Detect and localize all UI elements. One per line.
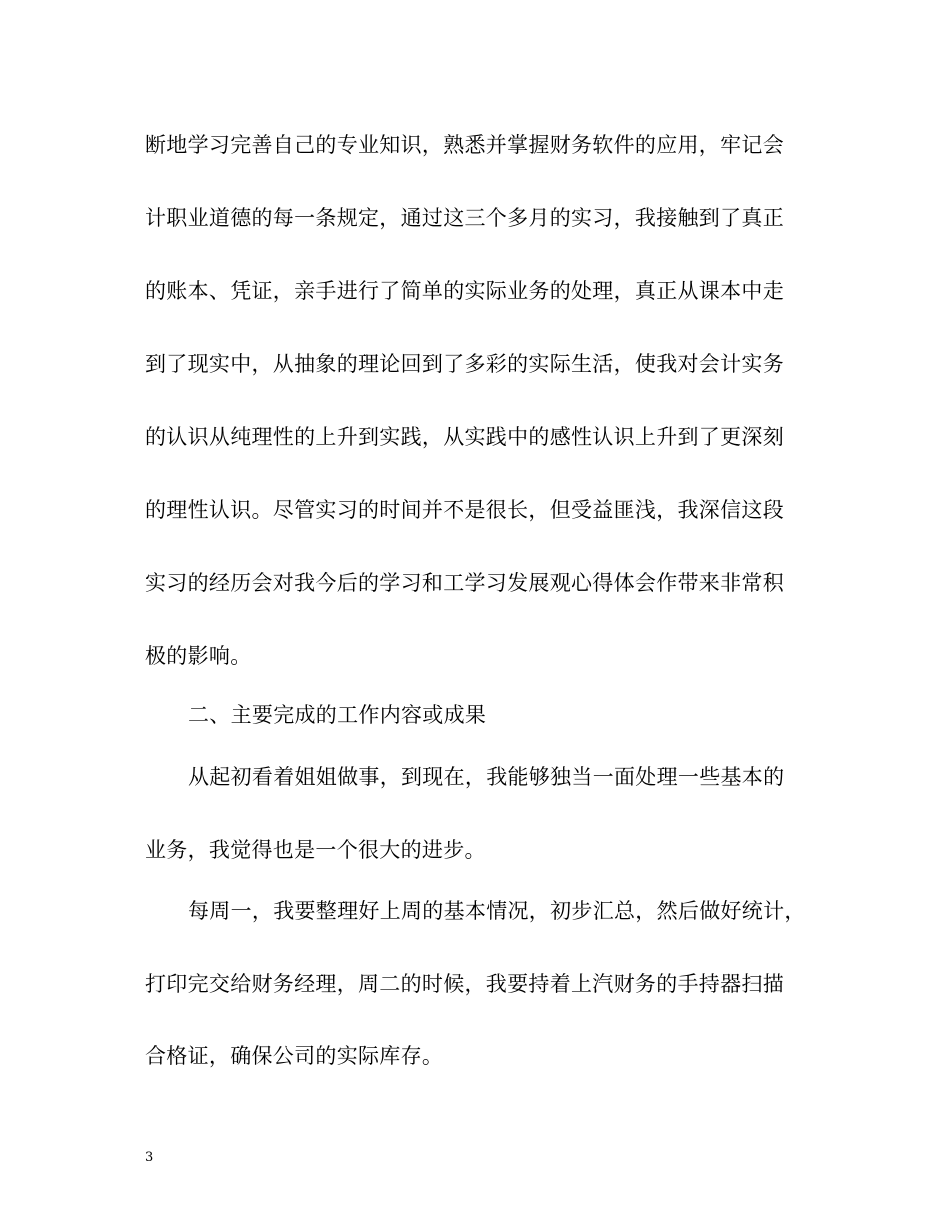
paragraph-line: 极的影响。: [145, 644, 252, 668]
paragraph-line: 业务，我觉得也是一个很大的进步。: [145, 838, 486, 862]
paragraph-line: 打印完交给财务经理，周二的时候，我要持着上汽财务的手持器扫描: [145, 972, 784, 996]
page-number: 3: [145, 1150, 154, 1165]
paragraph-line: 实习的经历会对我今后的学习和工学习发展观心得体会作带来非常积: [145, 571, 784, 595]
paragraph-line: 合格证，确保公司的实际库存。: [145, 1044, 444, 1068]
paragraph-line: 到了现实中，从抽象的理论回到了多彩的实际生活，使我对会计实务: [145, 352, 784, 376]
paragraph-line: 的账本、凭证，亲手进行了简单的实际业务的处理，真正从课本中走: [145, 279, 784, 303]
paragraph-line: 的认识从纯理性的上升到实践，从实践中的感性认识上升到了更深刻: [145, 425, 784, 449]
paragraph-line: 计职业道德的每一条规定，通过这三个多月的实习，我接触到了真正: [145, 206, 784, 230]
paragraph-line: 断地学习完善自己的专业知识，熟悉并掌握财务软件的应用，牢记会: [145, 133, 784, 157]
paragraph-line: 从起初看着姐姐做事，到现在，我能够独当一面处理一些基本的: [188, 765, 785, 789]
section-heading: 二、主要完成的工作内容或成果: [188, 703, 487, 727]
paragraph-line: 每周一，我要整理好上周的基本情况，初步汇总，然后做好统计，: [188, 899, 806, 923]
paragraph-line: 的理性认识。尽管实习的时间并不是很长，但受益匪浅，我深信这段: [145, 498, 784, 522]
